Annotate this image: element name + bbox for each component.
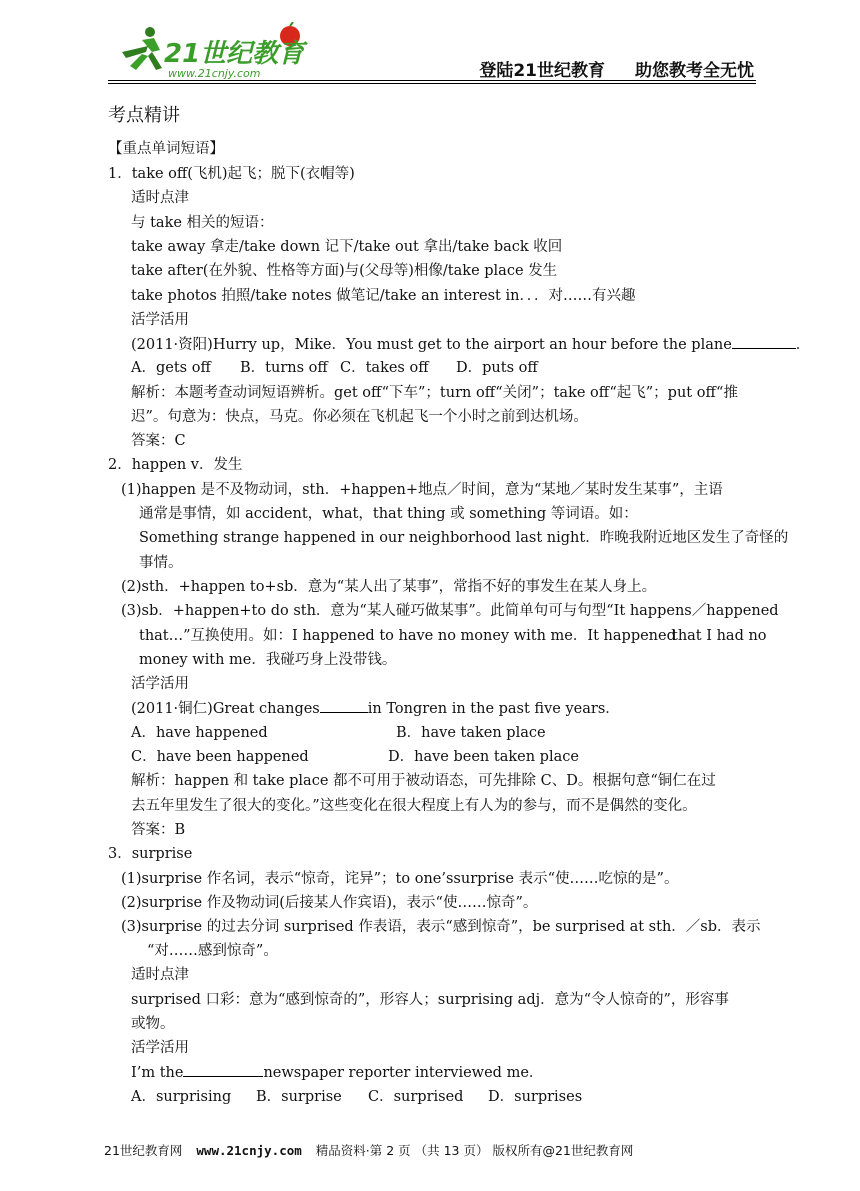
answer-blank: [183, 1062, 263, 1077]
question-text: (2011·铜仁)Great changes: [131, 701, 320, 717]
text-line: [131, 698, 620, 719]
text-line: 2．happen v．发生: [108, 457, 243, 473]
text-line: take photos 拍照/take notes 做笔记/take an interest in．．．对……有兴趣: [131, 288, 636, 304]
header-slogan-left: 登陆21世纪教育: [479, 61, 605, 81]
text-line: that…”互换使用。如：I happened to have no money with me．It happened: [139, 628, 676, 644]
text-line: 活学活用: [131, 676, 189, 692]
text-line: 事情。: [139, 555, 183, 571]
logo-url: www.21cnjy.com: [168, 67, 261, 80]
option-d: D．surprises: [488, 1089, 583, 1105]
text-line: 答案：B: [131, 822, 186, 838]
text-line: 适时点津: [131, 967, 189, 983]
option-c: C．surprised: [368, 1089, 464, 1105]
option-a: A．gets off: [131, 360, 211, 376]
text-line: 或物。: [131, 1016, 175, 1032]
question-text: newspaper reporter interviewed me．: [263, 1065, 544, 1081]
logo-text: 21世纪教育: [164, 39, 305, 69]
text-line: 适时点津: [131, 190, 189, 206]
footer-info: 精品资料·第 2 页 （共 13 页） 版权所有@21世纪教育网: [315, 1143, 634, 1158]
text-line: (3)surprise 的过去分词 surprised 作表语，表示“感到惊奇”，be surprised at sth．／sb．表示: [121, 919, 761, 935]
option-a: A．have happened: [131, 725, 268, 741]
text-line: 迟”。句意为：快点，马克。你必须在飞机起飞一个小时之前到达机场。: [131, 409, 588, 425]
text-line: take away 拿走/take down 记下/take out 拿出/take back 收回: [131, 239, 563, 255]
option-b: B．surprise: [256, 1089, 342, 1105]
text-line: Something strange happened in our neighborhood last night．昨晚我附近地区发生了奇怪的: [139, 530, 789, 546]
footer-web-link[interactable]: www.21cnjy.com: [196, 1143, 302, 1158]
option-b: B．have taken place: [396, 725, 546, 741]
text-line: (2)sth．+happen to+sb．意为“某人出了某事”，常指不好的事发生在某人身上。: [121, 579, 657, 595]
text-line: 解析：本题考查动词短语辨析。get off“下车”；turn off“关闭”；take off“起飞”；put off“推: [131, 385, 738, 401]
option-c: C．have been happened: [131, 749, 309, 765]
option-d: D．have been taken place: [388, 749, 579, 765]
footer: [104, 1141, 633, 1159]
text-line: (2011·资阳)Hurry up，Mike．You must get to the airport an hour before the plane ．: [131, 334, 810, 355]
option-a: A．surprising: [131, 1089, 232, 1105]
question-text: I’m the: [131, 1065, 184, 1081]
text-line: surprised 口彩：意为“感到惊奇的”，形容人；surprising adj．意为“令人惊奇的”，形容事: [131, 992, 729, 1008]
footer-site: 21世纪教育网: [104, 1143, 183, 1158]
question-text: in Tongren in the past five years．: [367, 701, 620, 717]
header-divider: [108, 80, 756, 81]
header-slogan-right: 助您教考全无忧: [635, 61, 754, 81]
text-line: 活学活用: [131, 312, 189, 328]
text-line: money with me．我碰巧身上没带钱。: [139, 652, 397, 668]
question-text: (2011·资阳)Hurry up，Mike．You must get to the airport an hour before the plane: [131, 337, 732, 353]
option-b: B．turns off: [240, 360, 328, 376]
text-line: 去五年里发生了很大的变化。”这些变化在很大程度上有人为的参与，而不是偶然的变化。: [131, 798, 697, 814]
text-line: 活学活用: [131, 1040, 189, 1056]
text-line: (3)sb．+happen+to do sth．意为“某人碰巧做某事”。此简单句可与句型“It happens／happened: [121, 603, 779, 619]
answer-blank: [320, 698, 368, 713]
header-divider-thin: [108, 83, 756, 84]
answer-blank: [732, 334, 796, 349]
option-d: D．puts off: [456, 360, 538, 376]
text-line: (1)surprise 作名词，表示“惊奇，诧异”；to one’ssurprise 表示“使……吃惊的是”。: [121, 871, 679, 887]
text-line: 答案：C: [131, 433, 186, 449]
text-line: that I had no: [672, 628, 767, 644]
text-line: 1．take off(飞机)起飞；脱下(衣帽等): [108, 166, 355, 182]
text-line: “对……感到惊奇”。: [147, 943, 278, 959]
text-line: 【重点单词短语】: [108, 141, 224, 157]
text-line: 与 take 相关的短语：: [131, 215, 274, 231]
text-line: take after(在外貌、性格等方面)与(父母等)相像/take place 发生: [131, 263, 558, 279]
logo-21cnjy: [112, 22, 312, 82]
text-line: (2)surprise 作及物动词(后接某人作宾语)，表示“使……惊奇”。: [121, 895, 538, 911]
section-title: 考点精讲: [108, 105, 180, 126]
text-line: 解析：happen 和 take place 都不可用于被动语态，可先排除 C、D。根据句意“铜仁在过: [131, 773, 716, 789]
text-line: 通常是事情，如 accident，what，that thing 或 something 等词语。如：: [139, 506, 638, 522]
header-slogan: [479, 56, 754, 81]
option-c: C．takes off: [340, 360, 429, 376]
text-line: (1)happen 是不及物动词，sth．+happen+地点／时间，意为“某地／某时发生某事”，主语: [121, 482, 723, 498]
text-line: 3．surprise: [108, 846, 193, 862]
text-line: [131, 1062, 543, 1083]
runner-head-icon: [145, 27, 155, 37]
